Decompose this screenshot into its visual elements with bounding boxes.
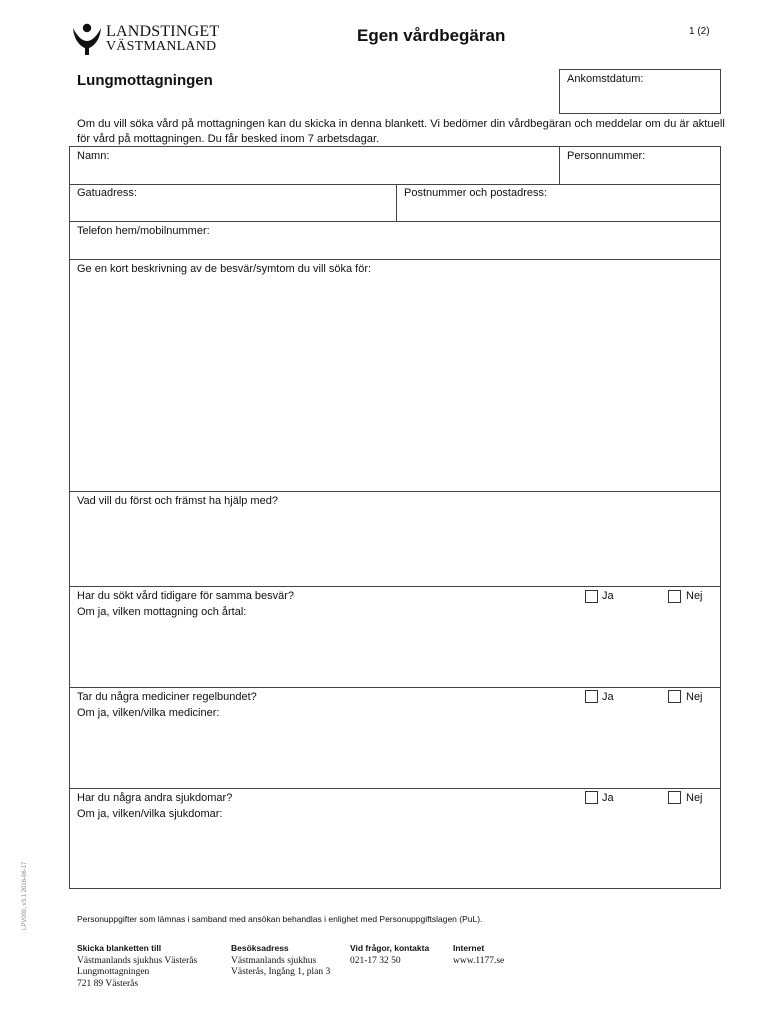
help-request-field[interactable]	[70, 492, 721, 586]
other-diseases-field[interactable]	[70, 789, 721, 888]
name-label: Namn:	[77, 150, 110, 162]
footer-line: Västerås, Ingång 1, plan 3	[231, 967, 331, 977]
footer-line: Västmanlands sjukhus Västerås	[77, 955, 198, 966]
postal-address-field[interactable]	[397, 185, 721, 221]
previous-care-no-label: Nej	[686, 590, 703, 602]
previous-care-yes-label: Ja	[602, 590, 614, 602]
footer-line: 021-17 32 50	[350, 955, 401, 966]
footer-contact	[350, 943, 429, 967]
previous-care-yes-checkbox[interactable]	[585, 590, 598, 603]
medication-yes-checkbox[interactable]	[585, 690, 598, 703]
medication-yes-label: Ja	[602, 691, 614, 703]
footer-line: Västmanlands sjukhus	[231, 955, 317, 966]
logo-line2: VÄSTMANLAND	[106, 39, 217, 54]
previous-care-followup: Om ja, vilken mottagning och årtal:	[77, 606, 247, 618]
request-form	[69, 146, 721, 889]
street-address-label: Gatuadress:	[77, 187, 137, 199]
footer-internet	[453, 943, 504, 967]
website-link[interactable]: www.1177.se	[453, 955, 505, 966]
footer-line: Lungmottagningen	[77, 967, 150, 977]
medication-no-checkbox[interactable]	[668, 690, 681, 703]
previous-care-no-checkbox[interactable]	[668, 590, 681, 603]
other-diseases-yes-checkbox[interactable]	[585, 791, 598, 804]
previous-care-field[interactable]	[70, 587, 721, 687]
document-code: LPV000, v3.1 2016-06-17	[22, 861, 28, 930]
medication-field[interactable]	[70, 688, 721, 788]
personnummer-label: Personnummer:	[567, 150, 646, 162]
help-request-label: Vad vill du först och främst ha hjälp med?	[77, 495, 278, 507]
logo-text	[106, 24, 219, 54]
medication-question: Tar du några mediciner regelbundet?	[77, 691, 257, 703]
phone-label: Telefon hem/mobilnummer:	[77, 225, 210, 237]
privacy-notice: Personuppgifter som lämnas i samband med ansökan behandlas i enlighet med Personuppgiftslagen (PuL).	[77, 914, 483, 924]
medication-no-label: Nej	[686, 691, 703, 703]
postal-address-label: Postnummer och postadress:	[404, 187, 548, 199]
other-diseases-question: Har du några andra sjukdomar?	[77, 792, 233, 804]
footer-heading: Internet	[453, 943, 485, 953]
medication-followup: Om ja, vilken/vilka mediciner:	[77, 707, 220, 719]
footer-send-to	[77, 943, 197, 990]
arrival-date-field[interactable]	[559, 69, 721, 114]
other-diseases-yes-label: Ja	[602, 792, 614, 804]
other-diseases-followup: Om ja, vilken/vilka sjukdomar:	[77, 808, 223, 820]
logo-line1: LANDSTINGET	[106, 23, 220, 40]
name-field[interactable]	[70, 147, 559, 184]
other-diseases-no-label: Nej	[686, 792, 703, 804]
footer-heading: Besöksadress	[231, 943, 289, 953]
page-number: 1 (2)	[689, 26, 710, 37]
previous-care-question: Har du sökt vård tidigare för samma besvär?	[77, 590, 295, 602]
symptom-description-field[interactable]	[70, 260, 721, 491]
arrival-date-label: Ankomstdatum:	[567, 73, 644, 85]
document-title: Egen vårdbegäran	[357, 26, 506, 45]
intro-text: Om du vill söka vård på mottagningen kan du skicka in denna blankett. Vi bedömer din vårdbegäran och meddelar om du är aktuell för vård på mottagningen. Du får besked inom 7 arbetsdagar.	[77, 118, 725, 145]
logo	[70, 20, 220, 60]
personnummer-field[interactable]	[560, 147, 721, 184]
symptom-description-label: Ge en kort beskrivning av de besvär/symtom du vill söka för:	[77, 263, 372, 275]
landsting-logo-icon	[70, 22, 104, 56]
footer-visit-address	[231, 943, 330, 979]
other-diseases-no-checkbox[interactable]	[668, 791, 681, 804]
footer-heading: Vid frågor, kontakta	[350, 943, 430, 953]
phone-field[interactable]	[70, 222, 721, 259]
unit-title: Lungmottagningen	[77, 72, 213, 89]
footer-line: 721 89 Västerås	[77, 978, 139, 989]
street-address-field[interactable]	[70, 185, 396, 221]
footer-heading: Skicka blanketten till	[77, 943, 162, 953]
